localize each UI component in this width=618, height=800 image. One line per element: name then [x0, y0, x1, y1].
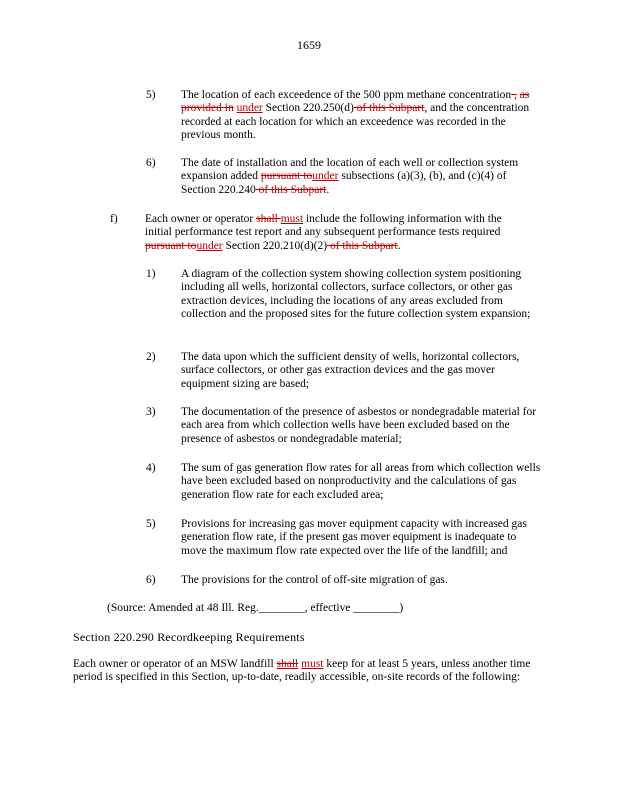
- inserted-text: must: [301, 658, 324, 670]
- item-text: A diagram of the collection system showing collection system positioning including all wells, horizontal collectors, surface collectors, or other gas extraction devices, including the locations of any areas excluded from collection and the proposed sites for the future collection system expansion;: [181, 268, 531, 321]
- item-number: 4): [146, 462, 156, 474]
- deleted-text: as provided in: [181, 89, 530, 115]
- item-text: The documentation of the presence of asbestos or nondegradable material for each area from which collection wells have been excluded based on the presence of asbestos or nondegradable material;: [181, 406, 537, 445]
- item-text: Provisions for increasing gas mover equipment capacity with increased gas generation flow rate, if the present gas mover equipment is inadequate to move the maximum flow rate expected over the life of the landfill; and: [181, 518, 527, 557]
- item-number: 1): [146, 268, 156, 280]
- item-text: The sum of gas generation flow rates for all areas from which collection wells have been excluded based on nonproductivity and the calculations of gas generation flow rate for each excluded area;: [181, 462, 541, 501]
- deleted-text: of this Subpart: [353, 102, 425, 115]
- item-number: 5): [146, 518, 156, 530]
- inserted-text: under: [196, 239, 223, 252]
- inserted-text: under: [312, 170, 339, 183]
- deleted-text: ,: [511, 89, 517, 101]
- item-number: 5): [146, 89, 156, 101]
- deleted-text: shall: [276, 658, 299, 670]
- deleted-text: pursuant to: [145, 239, 197, 252]
- item-number: 6): [146, 574, 156, 586]
- subsection-letter: f): [110, 213, 118, 225]
- inserted-text: must: [280, 213, 304, 225]
- item-number: 2): [146, 351, 156, 363]
- item-text: The provisions for the control of off-site migration of gas.: [181, 574, 448, 586]
- source-note: (Source: Amended at 48 Ill. Reg.________, effective ________): [107, 602, 404, 614]
- section-paragraph: Each owner or operator of an MSW landfill shall must keep for at least 5 years, unless another time period is specified in this Section, up-to-date, readily accessible, on-site records of the following:: [73, 658, 531, 684]
- item-number: 6): [146, 157, 156, 169]
- page-number: 1659: [297, 38, 321, 52]
- subsection-text: Each owner or operator shall must include the following information with the initial performance test report and any subsequent performance tests required pursuant tounder Section 220.210(d)(2) of this Subpart.: [145, 213, 502, 252]
- item-text: The date of installation and the location of each well or collection system expansion added pursuant tounder subsections (a)(3), (b), and (c)(4) of Section 220.240 of this Subpart.: [181, 157, 519, 196]
- deleted-text: shall: [256, 213, 281, 225]
- deleted-text: of this Subpart: [255, 183, 327, 196]
- deleted-text: of this Subpart: [327, 239, 398, 252]
- item-text: The location of each exceedence of the 500 ppm methane concentration , as provided in under Section 220.250(d) of this Subpart, and the concentration recorded at each location for which an exceedence was recorded in the previous month.: [181, 89, 530, 142]
- inserted-text: [277, 658, 299, 670]
- deleted-text: pursuant to: [260, 170, 313, 183]
- item-number: 3): [146, 406, 156, 418]
- item-text: The data upon which the sufficient density of wells, horizontal collectors, surface collectors, or other gas extraction devices and the gas mover equipment sizing are based;: [181, 351, 520, 390]
- section-heading: Section 220.290 Recordkeeping Requirements: [73, 630, 305, 644]
- inserted-text: under: [236, 102, 263, 115]
